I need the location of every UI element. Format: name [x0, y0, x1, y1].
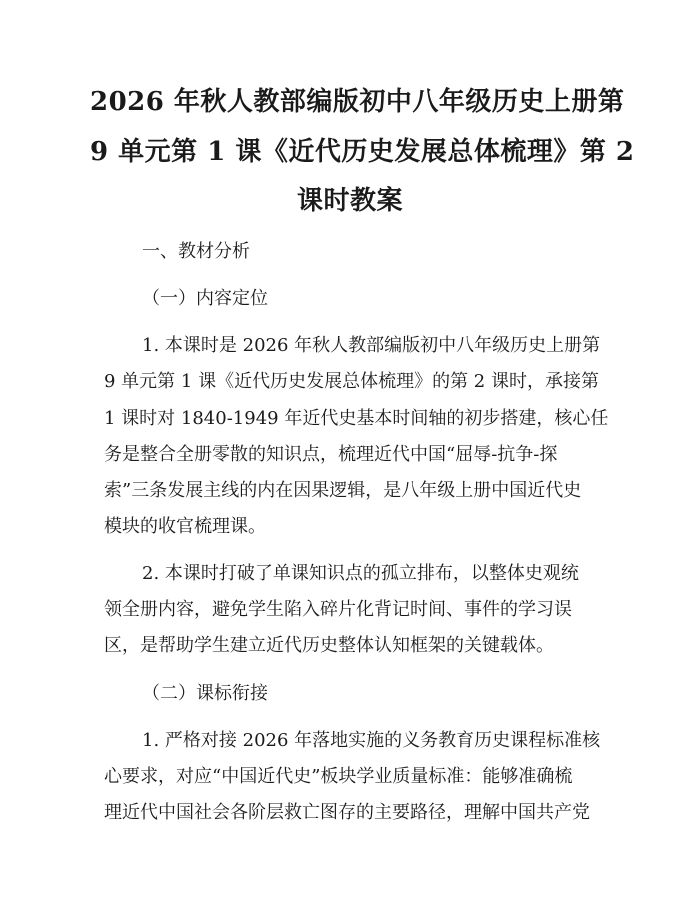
- section-heading-teaching-material-analysis: 一、教材分析: [142, 241, 250, 262]
- paragraph-line: 9 单元第 1 课《近代历史发展总体梳理》的第 2 课时，承接第: [104, 371, 599, 392]
- paragraph-line: 领全册内容，避免学生陷入碎片化背记时间、事件的学习误: [104, 599, 572, 620]
- document-title-line-2: 9 单元第 1 课《近代历史发展总体梳理》第 2: [90, 137, 635, 167]
- paragraph-line: 务是整合全册零散的知识点，梳理近代中国“屈辱-抗争-探: [104, 444, 558, 465]
- paragraph-line: 区，是帮助学生建立近代历史整体认知框架的关键载体。: [104, 635, 554, 656]
- paragraph-line: 1. 本课时是 2026 年秋人教部编版初中八年级历史上册第: [142, 335, 601, 356]
- subsection-heading-curriculum-alignment: （二）课标衔接: [142, 683, 268, 704]
- paragraph-line: 索”三条发展主线的内在因果逻辑，是八年级上册中国近代史: [104, 480, 582, 501]
- paragraph-line: 1. 严格对接 2026 年落地实施的义务教育历史课程标准核: [142, 730, 601, 751]
- paragraph-line: 心要求，对应“中国近代史”板块学业质量标准：能够准确梳: [104, 766, 573, 787]
- document-title-line-1: 2026 年秋人教部编版初中八年级历史上册第: [90, 87, 625, 117]
- paragraph-line: 理近代中国社会各阶层救亡图存的主要路径，理解中国共产党: [104, 802, 590, 823]
- paragraph-line: 2. 本课时打破了单课知识点的孤立排布，以整体史观统: [142, 563, 579, 584]
- document-title-line-3: 课时教案: [296, 186, 403, 216]
- subsection-heading-content-positioning: （一）内容定位: [142, 288, 268, 309]
- paragraph-line: 1 课时对 1840-1949 年近代史基本时间轴的初步搭建，核心任: [104, 408, 609, 429]
- paragraph-line: 模块的收官梳理课。: [104, 516, 266, 537]
